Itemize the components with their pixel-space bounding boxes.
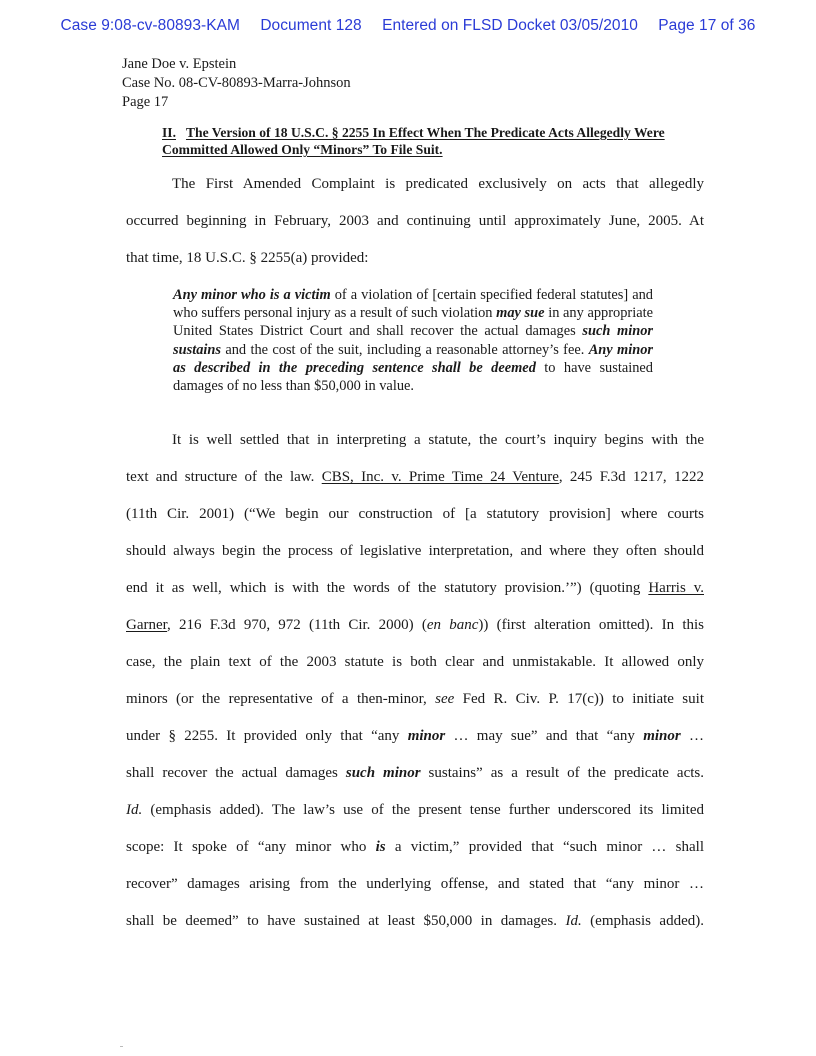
paragraph-2-line-11: [126, 800, 704, 820]
section-heading: [162, 124, 672, 158]
stamp-page-number: Page 17 of 36: [658, 17, 756, 34]
section-number: II.: [162, 125, 176, 140]
section-title: The Version of 18 U.S.C. § 2255 In Effect When The Predicate Acts Allegedly Were Committed Allowed Only “Minors” To File Suit.: [162, 125, 665, 157]
stamp-document-number: Document 128: [260, 17, 362, 34]
paragraph-2-line-3: (11th Cir. 2001) (“We begin our construction of [a statutory provision] where courts: [126, 506, 704, 522]
text-run: … may sue” and that “any: [445, 728, 644, 744]
text-run: , 245 F.3d 1217, 1222: [558, 469, 704, 485]
quote-emphasis-2: may sue: [496, 305, 545, 322]
text-run: end it as well, which is with the words of the statutory provision.’”) (quoting: [126, 580, 649, 596]
paragraph-1-line-1: The First Amended Complaint is predicated exclusively on acts that allegedly: [172, 176, 704, 192]
paragraph-2-line-7: case, the plain text of the 2003 statute is both clear and unmistakable. It allowed only: [126, 654, 704, 670]
text-run: scope: It spoke of “any minor who: [126, 839, 376, 855]
quote-emphasis-3: such minor sustains: [173, 323, 653, 358]
emphasis-minor: minor: [643, 728, 681, 744]
text-run: a victim,” provided that “such minor … shall: [385, 839, 704, 855]
paragraph-2-line-8: [126, 689, 704, 709]
emphasis-is: is: [375, 839, 386, 855]
statute-block-quote: [173, 286, 653, 395]
text-run: minors (or the representative of a then-minor,: [126, 691, 436, 707]
case-caption: [122, 55, 351, 112]
text-run: shall recover the actual damages: [126, 765, 346, 781]
quote-text-3: and the cost of the suit, including a reasonable attorney’s fee.: [221, 341, 589, 358]
paragraph-2-line-9: [126, 726, 704, 746]
text-run: (emphasis added). The law’s use of the present tense further underscored its limited: [142, 802, 704, 818]
paragraph-2-line-1: It is well settled that in interpreting a statute, the court’s inquiry begins with the: [172, 432, 704, 448]
text-run: text and structure of the law.: [126, 469, 322, 485]
paragraph-2-line-6: [126, 615, 704, 635]
text-run: shall be deemed” to have sustained at least $50,000 in damages.: [126, 913, 566, 929]
quote-text-1: of a violation of [certain specified federal statutes] and who suffers personal injury as a result of such violation: [173, 287, 653, 322]
paragraph-2-line-12: [126, 837, 704, 857]
text-run: sustains” as a result of the predicate acts.: [420, 765, 704, 781]
case-citation-garner: Garner: [126, 617, 168, 633]
docket-stamp: [0, 17, 816, 35]
case-citation-harris: Harris v.: [648, 580, 704, 596]
paragraph-2-line-13: recover” damages arising from the underlying offense, and stated that “any minor …: [126, 876, 704, 892]
quote-text-2: in any appropriate United States District Court and shall recover the actual damages: [173, 305, 653, 340]
text-run: )) (first alteration omitted). In this: [478, 617, 704, 633]
paragraph-2-line-2: [126, 467, 704, 487]
paragraph-2-line-4: should always begin the process of legislative interpretation, and where they often should: [126, 543, 704, 559]
paragraph-2-line-10: [126, 763, 704, 783]
caption-case-number: Case No. 08-CV-80893-Marra-Johnson: [122, 75, 351, 91]
caption-case-name: Jane Doe v. Epstein: [122, 56, 237, 72]
emphasis-minor: minor: [407, 728, 446, 744]
paragraph-2-line-14: [126, 911, 704, 931]
stamp-entered-date: Entered on FLSD Docket 03/05/2010: [382, 17, 638, 34]
text-run: (emphasis added).: [581, 913, 704, 929]
paragraph-1-line-3: that time, 18 U.S.C. § 2255(a) provided:: [126, 250, 369, 266]
italic-id: Id.: [126, 802, 143, 818]
quote-emphasis-4: Any minor as described in the preceding sentence shall be deemed: [173, 341, 654, 376]
text-run: , 216 F.3d 970, 972 (11th Cir. 2000) (: [167, 617, 427, 633]
text-run: …: [680, 728, 704, 744]
case-citation-cbs: CBS, Inc. v. Prime Time 24 Venture: [321, 469, 559, 485]
quote-text-4: to have sustained damages of no less than $50,000 in value.: [173, 359, 653, 395]
emphasis-such-minor: such minor: [345, 765, 421, 781]
text-run: Fed R. Civ. P. 17(c)) to initiate suit: [454, 691, 704, 707]
quote-emphasis-1: Any minor who is a victim: [173, 287, 331, 303]
caption-page-number: Page 17: [122, 94, 169, 110]
paragraph-1-line-2: occurred beginning in February, 2003 and continuing until approximately June, 2005. At: [126, 213, 704, 229]
scan-artifact: [120, 1046, 123, 1047]
paragraph-2-line-5: [126, 578, 704, 598]
text-run: under § 2255. It provided only that “any: [126, 728, 408, 744]
italic-en-banc: en banc: [426, 617, 479, 633]
stamp-case-number: Case 9:08-cv-80893-KAM: [60, 17, 240, 34]
italic-id: Id.: [565, 913, 582, 929]
italic-see: see: [435, 691, 455, 707]
